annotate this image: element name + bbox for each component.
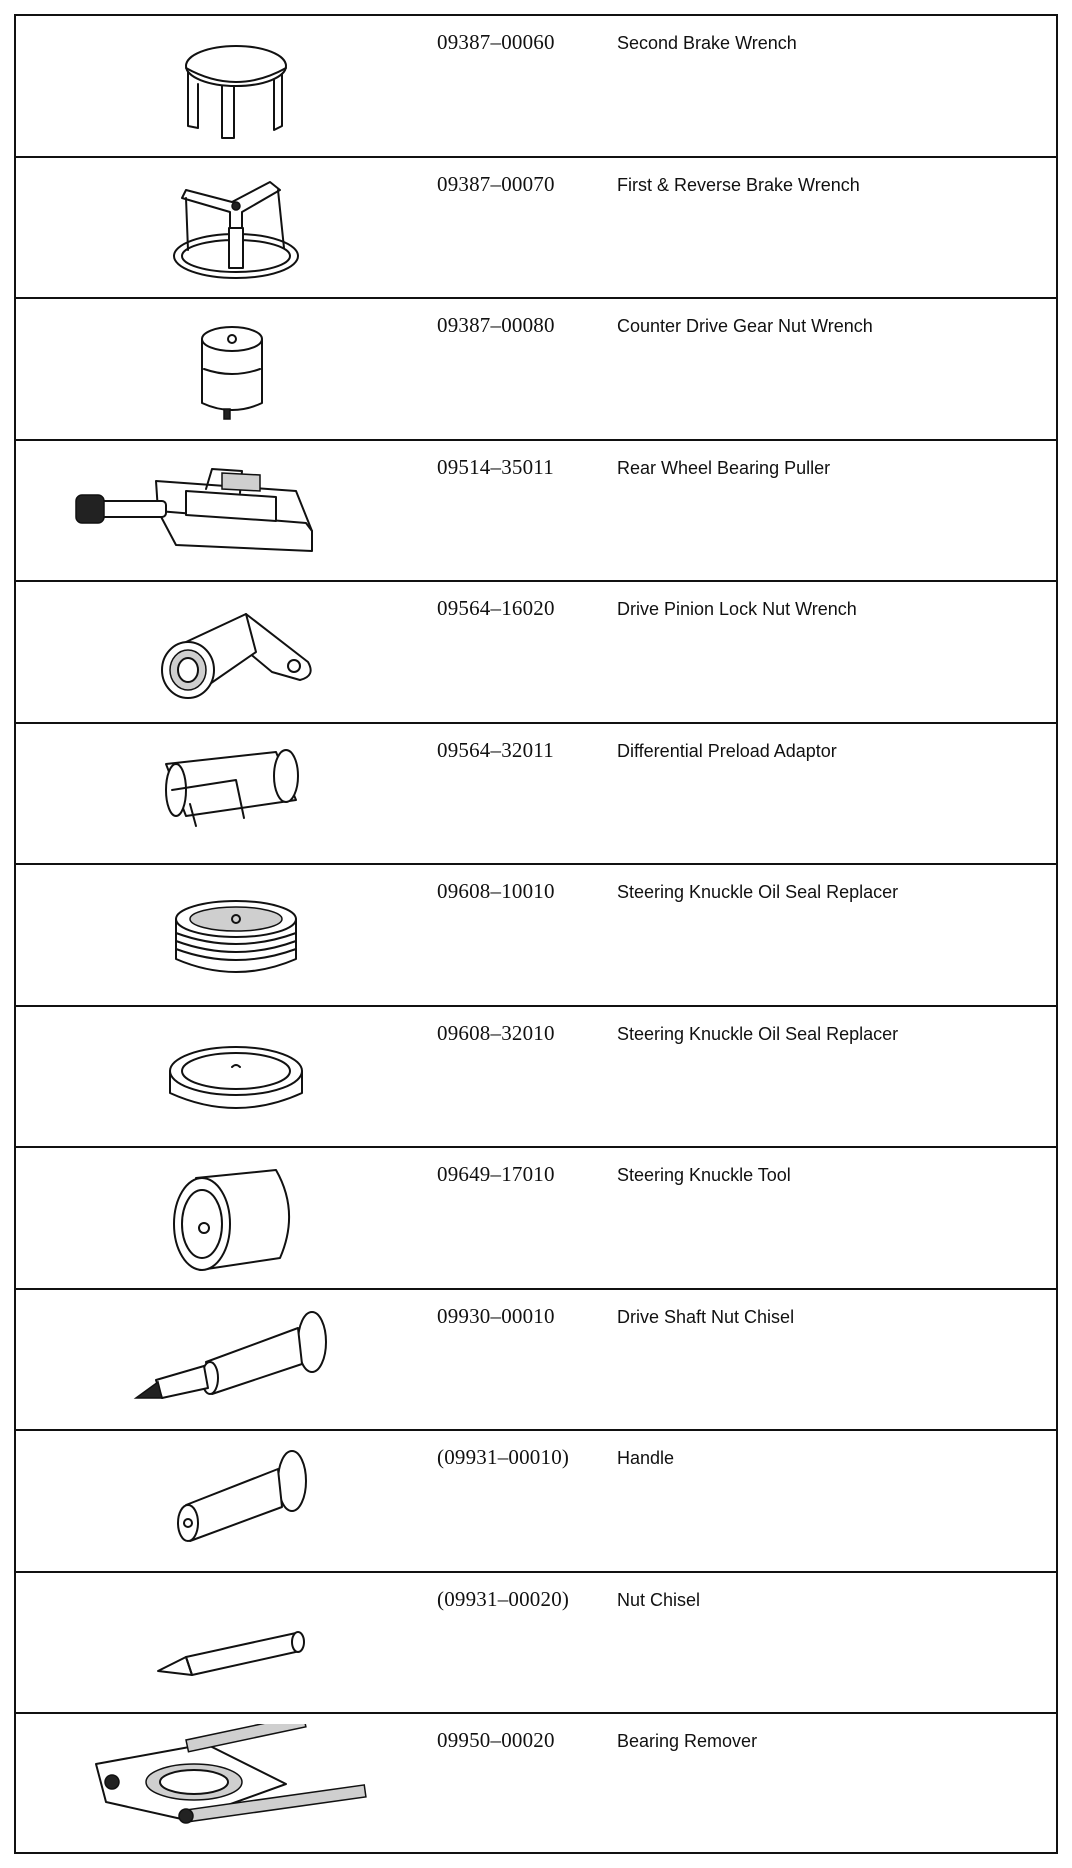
counter-drive-gear-nut-wrench-icon	[36, 309, 396, 429]
tool-name: Nut Chisel	[617, 1589, 701, 1610]
drive-shaft-nut-chisel-icon	[36, 1300, 396, 1420]
tool-name: Differential Preload Adaptor	[617, 740, 837, 761]
part-number: (09931–00010)	[437, 1445, 570, 1469]
table-row	[14, 1146, 1058, 1288]
part-number: 09387–00080	[437, 313, 555, 337]
part-number: 09387–00060	[437, 30, 555, 54]
table-row	[14, 156, 1058, 298]
tool-name: Steering Knuckle Oil Seal Replacer	[617, 1023, 899, 1044]
first-reverse-brake-wrench-icon	[36, 168, 396, 288]
table-row	[14, 1288, 1058, 1430]
tool-name: Handle	[617, 1448, 675, 1468]
tool-name: Counter Drive Gear Nut Wrench	[617, 316, 873, 336]
handle-icon	[36, 1441, 396, 1561]
part-number: 09930–00010	[437, 1303, 555, 1328]
rear-wheel-bearing-puller-icon	[36, 451, 396, 571]
second-brake-wrench-icon	[36, 26, 396, 146]
table-row	[14, 439, 1058, 581]
tool-name: Drive Pinion Lock Nut Wrench	[617, 599, 857, 619]
part-number: 09608–32010	[437, 1020, 555, 1045]
table-row	[14, 863, 1058, 1005]
tool-name: Bearing Remover	[617, 1731, 758, 1751]
part-number: 09608–10010	[437, 879, 555, 903]
part-number: 09387–00070	[437, 171, 555, 196]
bearing-remover-icon	[36, 1724, 396, 1844]
table-row	[14, 1712, 1058, 1854]
nut-chisel-icon	[36, 1583, 396, 1703]
table-row	[14, 297, 1058, 439]
table-row	[14, 580, 1058, 722]
tool-name: Second Brake Wrench	[617, 33, 797, 53]
oil-seal-replacer-large-icon	[36, 875, 396, 995]
part-number: (09931–00020)	[437, 1586, 570, 1611]
table-row	[14, 1429, 1058, 1571]
table-row	[14, 1571, 1058, 1713]
tool-name: Steering Knuckle Tool	[617, 1165, 791, 1185]
differential-preload-adaptor-icon	[36, 734, 396, 854]
part-number: 09649–17010	[437, 1162, 555, 1186]
table-row	[14, 14, 1058, 156]
oil-seal-replacer-flat-icon	[36, 1017, 396, 1137]
tool-name: Drive Shaft Nut Chisel	[617, 1306, 795, 1327]
tool-name: Steering Knuckle Oil Seal Replacer	[617, 882, 899, 902]
part-number: 09950–00020	[437, 1728, 555, 1752]
part-number: 09564–16020	[437, 596, 555, 620]
part-number: 09514–35011	[437, 454, 554, 479]
drive-pinion-lock-nut-wrench-icon	[36, 592, 396, 712]
special-tools-table	[14, 14, 1058, 1854]
table-row	[14, 722, 1058, 864]
table-row	[14, 1005, 1058, 1147]
tool-name: Rear Wheel Bearing Puller	[617, 457, 831, 478]
steering-knuckle-tool-icon	[36, 1158, 396, 1278]
tool-name: First & Reverse Brake Wrench	[617, 174, 860, 195]
part-number: 09564–32011	[437, 737, 554, 762]
